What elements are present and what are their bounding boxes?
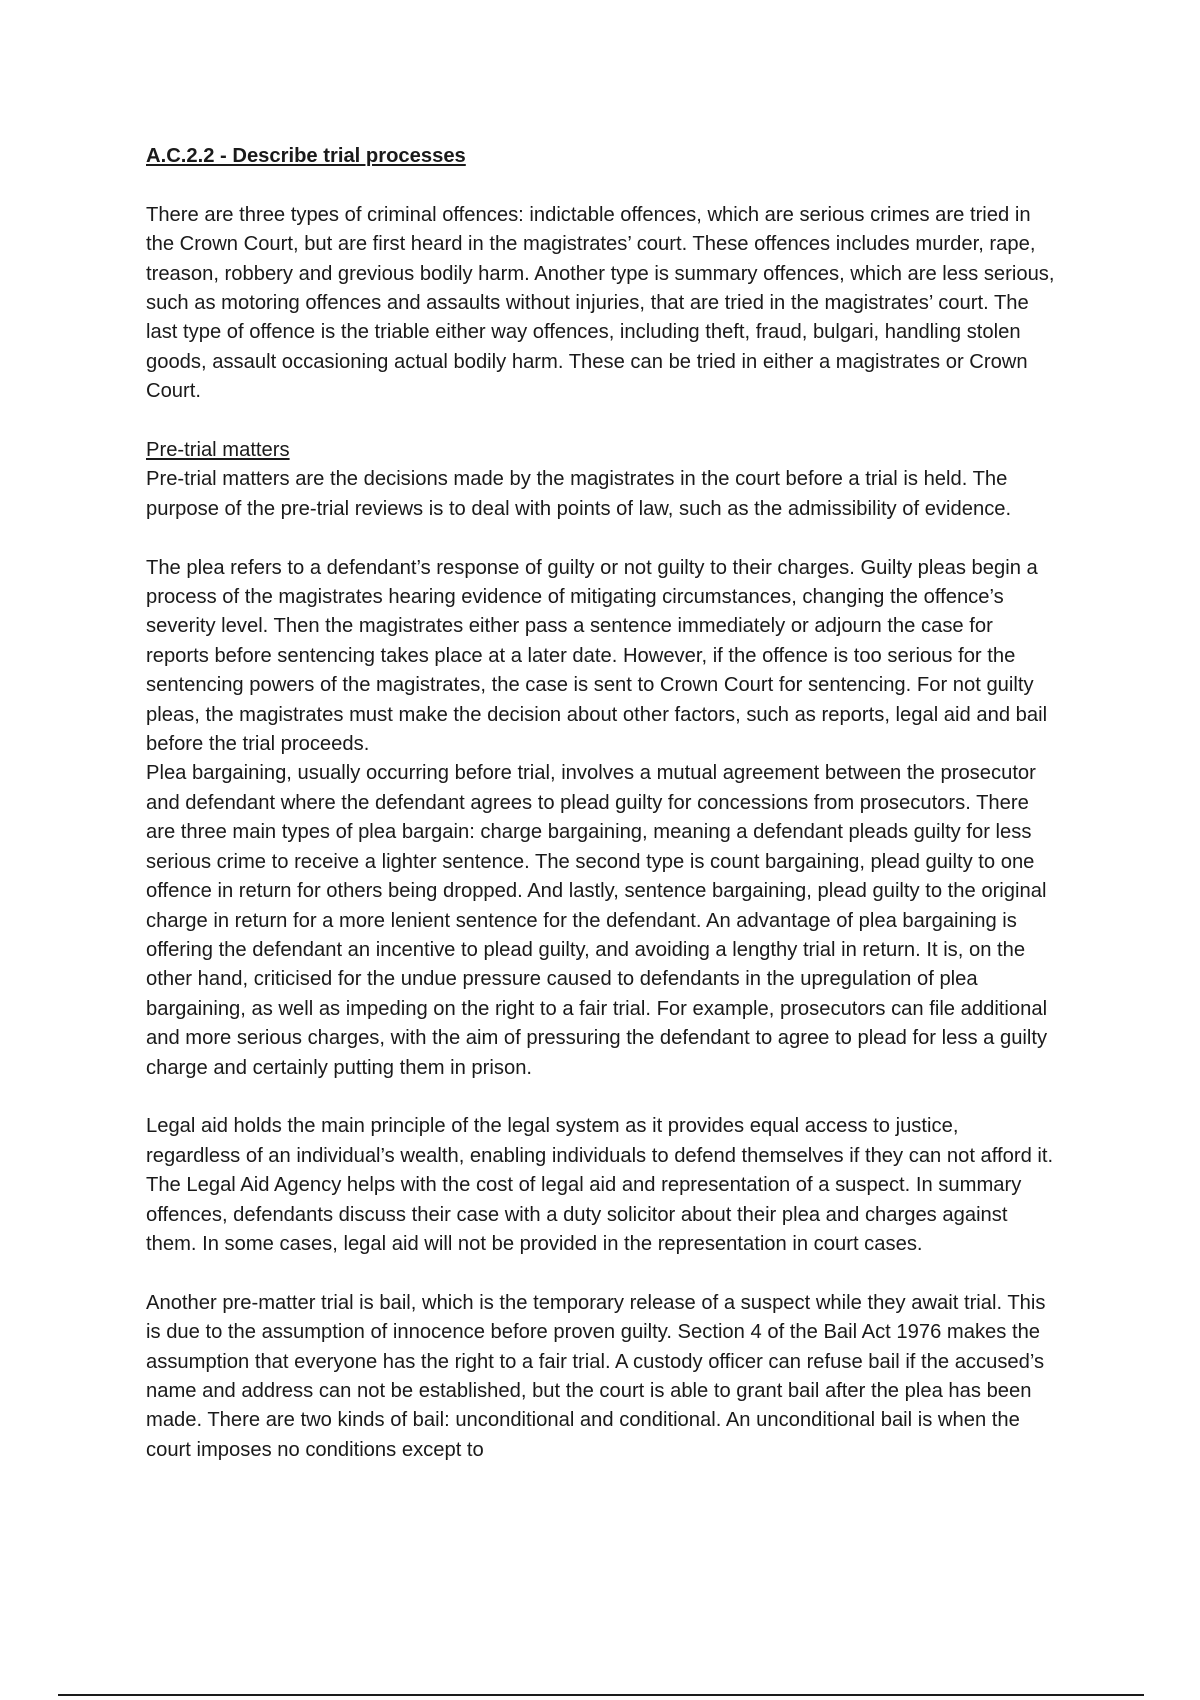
legal-aid-paragraph: Legal aid holds the main principle of the legal system as it provides equal access to justice, regardless of an individual’s wealth, enabling individuals to defend themselves if they can not afford it. The Legal Aid Agency helps with the cost of legal aid and representation of a suspect. In summary offences, defendants discuss their case with a duty solicitor about their plea and charges against them. In some cases, legal aid will not be provided in the representation in court cases.: [146, 1115, 1054, 1255]
document-body: [146, 142, 1058, 1465]
plea-paragraph: The plea refers to a defendant’s response of guilty or not guilty to their charges. Guilty pleas begin a process of the magistrates hearing evidence of mitigating circumstances, changing the offence’s severity level. Then the magistrates either pass a sentence immediately or adjourn the case for reports before sentencing takes place at a later date. However, if the offence is too serious for the sentencing powers of the magistrates, the case is sent to Crown Court for sentencing. For not guilty pleas, the magistrates must make the decision about other factors, such as reports, legal aid and bail before the trial proceeds.: [146, 556, 1048, 756]
pretrial-paragraph: Pre-trial matters are the decisions made by the magistrates in the court before a trial is held. The purpose of the pre-trial reviews is to deal with points of law, such as the admissibility of evidence.: [146, 468, 1012, 520]
page-title: A.C.2.2 - Describe trial processes: [146, 145, 466, 167]
intro-paragraph: There are three types of criminal offences: indictable offences, which are serious crimes are tried in the Crown Court, but are first heard in the magistrates’ court. These offences includes murder, rape, treason, robbery and grevious bodily harm. Another type is summary offences, which are less serious, such as motoring offences and assaults without injuries, that are tried in the magistrates’ court. The last type of offence is the triable either way offences, including theft, fraud, bulgari, handling stolen goods, assault occasioning actual bodily harm. These can be tried in either a magistrates or Crown Court.: [146, 203, 1055, 403]
footer-divider: [58, 1694, 1144, 1696]
bail-paragraph: Another pre-matter trial is bail, which is the temporary release of a suspect while they await trial. This is due to the assumption of innocence before proven guilty. Section 4 of the Bail Act 1976 makes the assumption that everyone has the right to a fair trial. A custody officer can refuse bail if the accused’s name and address can not be established, but the court is able to grant bail after the plea has been made. There are two kinds of bail: unconditional and conditional. An unconditional bail is when the court imposes no conditions except to: [146, 1291, 1046, 1461]
plea-bargaining-paragraph: Plea bargaining, usually occurring before trial, involves a mutual agreement between the prosecutor and defendant where the defendant agrees to plead guilty for concessions from prosecutors. There are three main types of plea bargain: charge bargaining, meaning a defendant pleads guilty for less serious crime to receive a lighter sentence. The second type is count bargaining, plead guilty to one offence in return for others being dropped. And lastly, sentence bargaining, plead guilty to the original charge in return for a more lenient sentence for the defendant. An advantage of plea bargaining is offering the defendant an incentive to plead guilty, and avoiding a lengthy trial in return. It is, on the other hand, criticised for the undue pressure caused to defendants in the upregulation of plea bargaining, as well as impeding on the right to a fair trial. For example, prosecutors can file additional and more serious charges, with the aim of pressuring the defendant to agree to plead for less a guilty charge and certainly putting them in prison.: [146, 762, 1048, 1079]
section-heading-pretrial: Pre-trial matters: [146, 439, 290, 462]
